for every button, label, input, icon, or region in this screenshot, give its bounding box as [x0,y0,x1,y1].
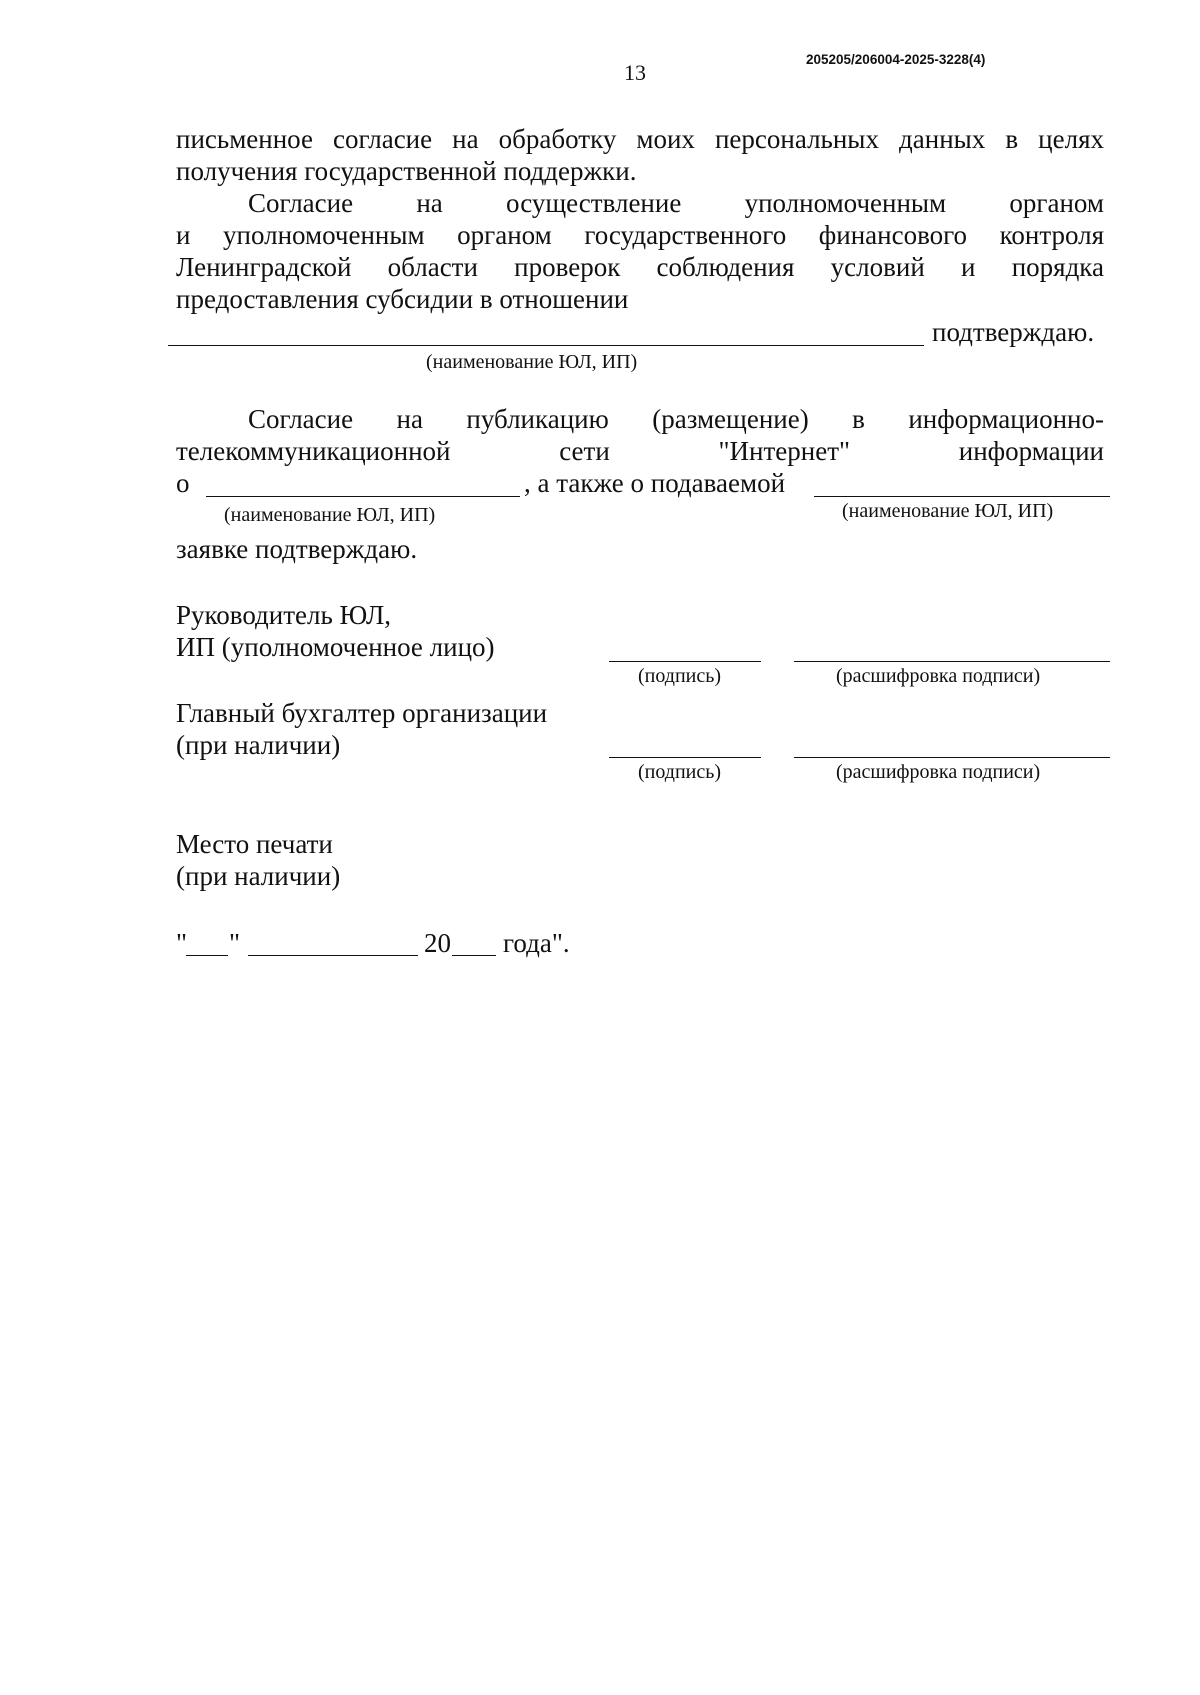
date-close-quote: " [229,928,241,958]
accountant-title-line1: Главный бухгалтер организации [176,698,548,728]
head-title-line1: Руководитель ЮЛ, [176,600,392,630]
entity-name-caption: (наименование ЮЛ, ИП) [426,351,638,373]
para3-line1: Согласие на публикацию (размещение) в информационно- [248,404,1104,434]
para3-middle: , а также о подаваемой [524,468,786,498]
para3-line2: телекоммуникационной сети "Интернет" информации [176,436,1104,466]
para2-line3: Ленинградской области проверок соблюдения условий и порядка [176,252,1104,282]
accountant-decode-caption: (расшифровка подписи) [836,761,1041,783]
head-title-line2: ИП (уполномоченное лицо) [176,632,495,662]
date-open-quote: " [176,928,188,958]
accountant-title-line2: (при наличии) [176,730,341,760]
head-signature-caption: (подпись) [638,665,722,687]
head-signature-decode-line [794,661,1110,662]
date-year-prefix: 20 [424,928,451,958]
head-decode-caption: (расшифровка подписи) [836,665,1041,687]
publication-entity-blank-line [206,496,520,497]
para1-line1: письменное согласие на обработку моих персональных данных в целях [176,124,1104,154]
date-day-blank-line [186,955,228,956]
entity-name-blank-line [168,345,924,346]
document-number: 205205/206004-2025-3228(4) [806,52,986,67]
page-number: 13 [624,60,646,85]
accountant-signature-decode-line [794,757,1110,758]
application-entity-caption: (наименование ЮЛ, ИП) [842,500,1054,522]
date-suffix: года". [503,928,570,958]
para2-confirm: подтверждаю. [932,317,1095,347]
date-month-blank-line [248,955,418,956]
para2-line2: и уполномоченным органом государственного финансового контроля [176,220,1104,250]
para3-end: заявке подтверждаю. [176,534,418,564]
para2-line1: Согласие на осуществление уполномоченным органом [248,188,1104,218]
seal-line1: Место печати [176,829,333,859]
para3-o: о [176,468,190,498]
application-entity-blank-line [814,496,1110,497]
head-signature-line [609,661,761,662]
accountant-signature-line [609,757,761,758]
seal-line2: (при наличии) [176,861,341,891]
para2-line4: предоставления субсидии в отношении [176,284,629,314]
publication-entity-caption: (наименование ЮЛ, ИП) [224,504,436,526]
date-year-blank-line [452,955,496,956]
para1-line2: получения государственной поддержки. [176,156,637,186]
accountant-signature-caption: (подпись) [638,761,722,783]
